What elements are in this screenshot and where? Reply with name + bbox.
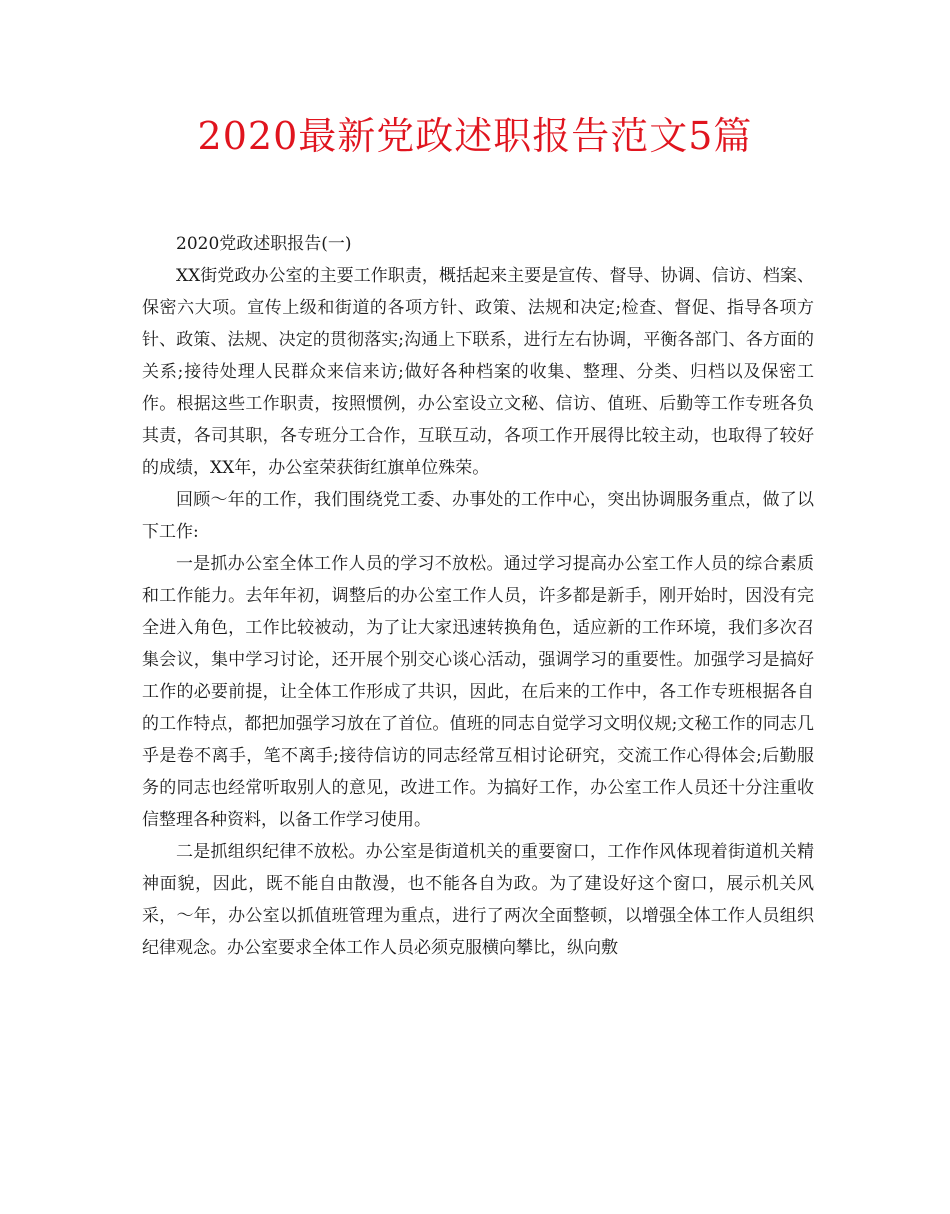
section-heading: 2020党政述职报告(一) bbox=[176, 234, 352, 254]
paragraph: 二是抓组织纪律不放松。办公室是街道机关的重要窗口，工作作风体现着街道机关精神面貌，因此，既不能自由散漫，也不能各自为政。为了建设好这个窗口，展示机关风采，～年，办公室以抓值班管理为重点，进行了两次全面整顿，以增强全体工作人员组织纪律观念。办公室要求全体工作人员必须克服横向攀比，纵向敷 bbox=[142, 842, 814, 958]
paragraph: XX街党政办公室的主要工作职责，概括起来主要是宣传、督导、协调、信访、档案、保密六大项。宣传上级和街道的各项方针、政策、法规和决定;检查、督促、指导各项方针、政策、法规、决定的贯彻落实;沟通上下联系，进行左右协调，平衡各部门、各方面的关系;接待处理人民群众来信来访;做好各种档案的收集、整理、分类、归档以及保密工作。根据这些工作职责，按照惯例，办公室设立文秘、信访、值班、后勤等工作专班各负其责，各司其职，各专班分工合作，互联互动，各项工作开展得比较主动，也取得了较好的成绩，XX年，办公室荣获街红旗单位殊荣。 bbox=[142, 266, 814, 478]
document-body bbox=[142, 228, 814, 964]
paragraph: 一是抓办公室全体工作人员的学习不放松。通过学习提高办公室工作人员的综合素质和工作能力。去年年初，调整后的办公室工作人员，许多都是新手，刚开始时，因没有完全进入角色，工作比较被动，为了让大家迅速转换角色，适应新的工作环境，我们多次召集会议，集中学习讨论，还开展个别交心谈心活动，强调学习的重要性。加强学习是搞好工作的必要前提，让全体工作形成了共识，因此，在后来的工作中，各工作专班根据各自的工作特点，都把加强学习放在了首位。值班的同志自觉学习文明仪规;文秘工作的同志几乎是卷不离手，笔不离手;接待信访的同志经常互相讨论研究，交流工作心得体会;后勤服务的同志也经常听取别人的意见，改进工作。为搞好工作，办公室工作人员还十分注重收信整理各种资料，以备工作学习使用。 bbox=[142, 554, 814, 830]
paragraph: 回顾～年的工作，我们围绕党工委、办事处的工作中心，突出协调服务重点，做了以下工作: bbox=[142, 490, 814, 542]
document-title: 2020最新党政述职报告范文5篇 bbox=[197, 114, 753, 158]
